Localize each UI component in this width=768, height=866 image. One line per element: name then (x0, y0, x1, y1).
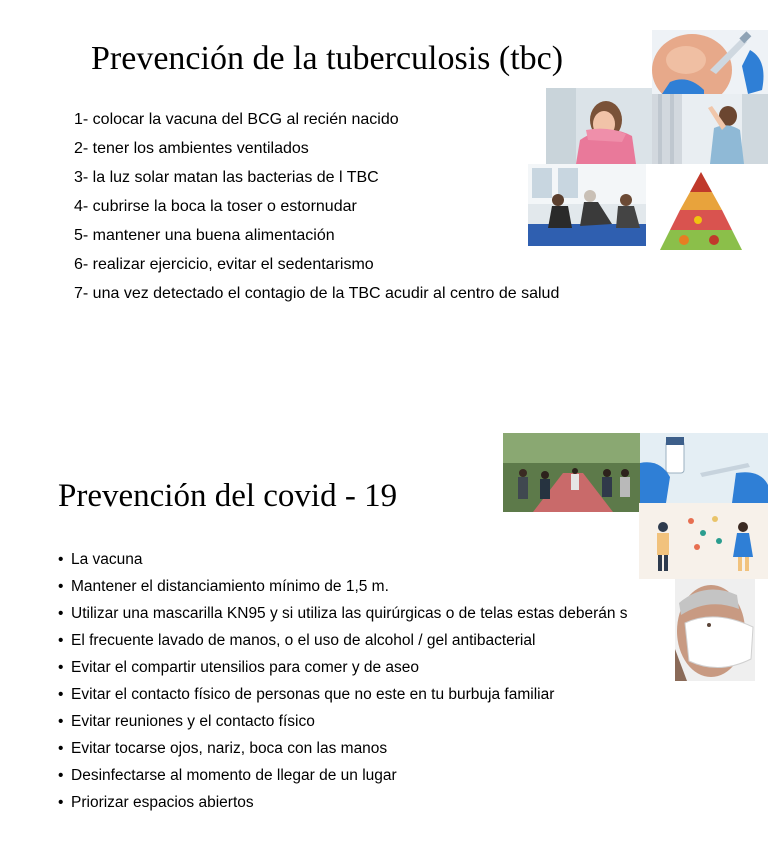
covering-cough-photo (546, 88, 652, 164)
list-item: 5- mantener una buena alimentación (74, 227, 335, 244)
list-item: • El frecuente lavado de manos, o el uso de alcohol / gel antibacterial (58, 629, 628, 656)
list-item: • Priorizar espacios abiertos (58, 791, 628, 818)
tbc-title: Prevención de la tuberculosis (tbc) (91, 40, 564, 77)
food-pyramid-image (654, 170, 748, 254)
window-ventilation-photo (652, 94, 768, 164)
exercise-class-photo (528, 164, 646, 246)
list-item: 4- cubrirse la boca la toser o estornudar (74, 198, 357, 215)
list-item: 1- colocar la vacuna del BCG al recién nacido (74, 111, 399, 128)
list-item: • Utilizar una mascarilla KN95 y si utiliza las quirúrgicas o de telas estas deberán s (58, 602, 628, 629)
vaccination-photo (652, 30, 768, 94)
list-item: • Evitar tocarse ojos, nariz, boca con las manos (58, 737, 628, 764)
list-item: • La vacuna (58, 548, 628, 575)
man-wearing-mask-photo (675, 579, 755, 681)
tbc-prevention-list (74, 108, 559, 311)
list-item: 2- tener los ambientes ventilados (74, 140, 309, 157)
list-item: • Mantener el distanciamiento mínimo de 1,5 m. (58, 575, 628, 602)
people-walking-masks-photo (503, 433, 640, 512)
covid-prevention-list (58, 548, 628, 818)
covid-title: Prevención del covid - 19 (58, 478, 398, 514)
social-distancing-illustration (639, 503, 768, 579)
list-item: • Desinfectarse al momento de llegar de un lugar (58, 764, 628, 791)
covid-vaccine-vial-photo (640, 433, 768, 503)
list-item: • Evitar el compartir utensilios para comer y de aseo (58, 656, 628, 683)
list-item: 7- una vez detectado el contagio de la TBC acudir al centro de salud (74, 285, 560, 302)
list-item: • Evitar el contacto físico de personas que no este en tu burbuja familiar (58, 683, 628, 710)
list-item: 3- la luz solar matan las bacterias de l TBC (74, 169, 379, 186)
list-item: • Evitar reuniones y el contacto físico (58, 710, 628, 737)
list-item: 6- realizar ejercicio, evitar el sedentarismo (74, 256, 374, 273)
